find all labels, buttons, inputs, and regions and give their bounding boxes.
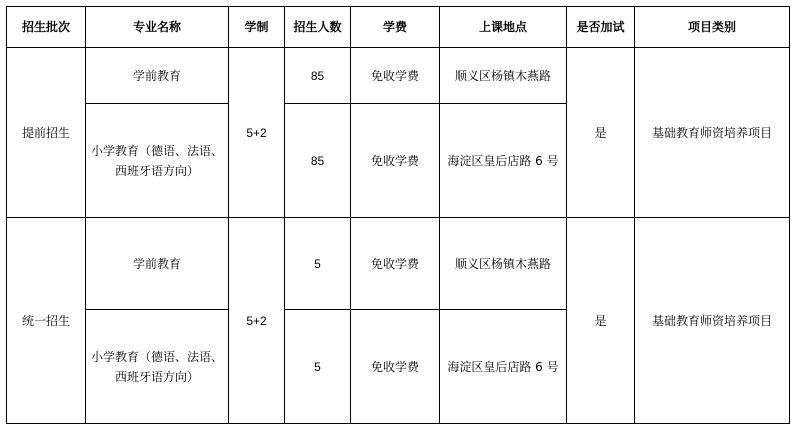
extra-exam-cell: 是 xyxy=(567,218,635,424)
header-duration: 学制 xyxy=(229,7,285,48)
header-category: 项目类别 xyxy=(635,7,790,48)
category-cell: 基础教育师资培养项目 xyxy=(635,48,790,218)
fee-cell: 免收学费 xyxy=(351,310,440,424)
table-row xyxy=(7,48,790,104)
header-location: 上课地点 xyxy=(440,7,567,48)
major-cell: 小学教育（德语、法语、西班牙语方向） xyxy=(86,104,229,218)
header-extra-exam: 是否加试 xyxy=(567,7,635,48)
major-cell: 小学教育（德语、法语、西班牙语方向） xyxy=(86,310,229,424)
count-cell: 85 xyxy=(285,48,351,104)
duration-cell: 5+2 xyxy=(229,48,285,218)
header-count: 招生人数 xyxy=(285,7,351,48)
batch-cell: 提前招生 xyxy=(7,48,86,218)
location-cell: 顺义区杨镇木燕路 xyxy=(440,48,567,104)
header-fee: 学费 xyxy=(351,7,440,48)
location-cell: 海淀区皇后店路 6 号 xyxy=(440,310,567,424)
duration-cell: 5+2 xyxy=(229,218,285,424)
fee-cell: 免收学费 xyxy=(351,218,440,310)
location-cell: 海淀区皇后店路 6 号 xyxy=(440,104,567,218)
fee-cell: 免收学费 xyxy=(351,104,440,218)
count-cell: 85 xyxy=(285,104,351,218)
header-major: 专业名称 xyxy=(86,7,229,48)
count-cell: 5 xyxy=(285,310,351,424)
extra-exam-cell: 是 xyxy=(567,48,635,218)
major-cell: 学前教育 xyxy=(86,218,229,310)
header-batch: 招生批次 xyxy=(7,7,86,48)
batch-cell: 统一招生 xyxy=(7,218,86,424)
enrollment-table xyxy=(6,6,790,424)
header-row xyxy=(7,7,790,48)
table-row xyxy=(7,218,790,310)
count-cell: 5 xyxy=(285,218,351,310)
major-cell: 学前教育 xyxy=(86,48,229,104)
fee-cell: 免收学费 xyxy=(351,48,440,104)
location-cell: 顺义区杨镇木燕路 xyxy=(440,218,567,310)
category-cell: 基础教育师资培养项目 xyxy=(635,218,790,424)
